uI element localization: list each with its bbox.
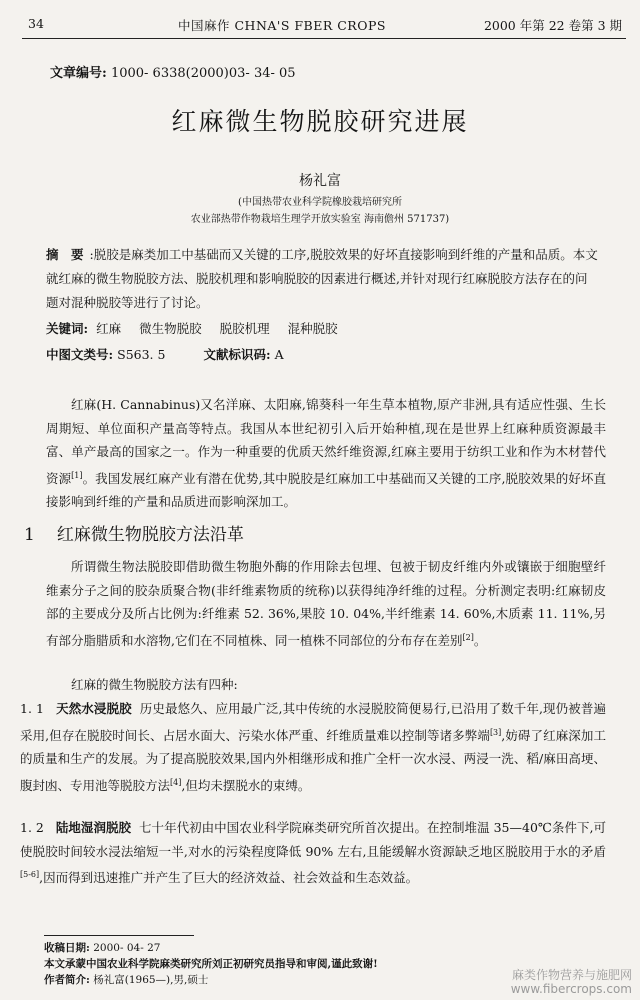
- footnote-received: [44, 940, 160, 955]
- citation: [2]: [462, 632, 474, 642]
- footnote-author-bio: [44, 972, 208, 987]
- article-number: [50, 62, 296, 81]
- abstract-label: 摘 要: [46, 247, 84, 262]
- subsection-text: 七十年代初由中国农业科学院麻类研究所首次提出。在控制堆温 35—40℃条件下,可使脱胶时间较水浸法缩短一半,对水的污染程度降低 90% 左右,且能缓解水资源缺乏地区脱胶用于水的矛盾: [20, 820, 606, 859]
- intro-text-tail: 。我国发展红麻产业有潜在优势,其中脱胶是红麻加工中基础而又关键的工序,脱胶效果的好坏直接影响到纤维的产量和品质进而影响深加工。: [46, 470, 606, 510]
- watermark-url: www.fibercrops.com: [510, 982, 632, 996]
- citation: [3]: [489, 727, 502, 737]
- article-number-value: 1000- 6338(2000)03- 34- 05: [110, 66, 296, 81]
- received-date: 2000- 04- 27: [93, 942, 161, 954]
- intro-text: 红麻(H. Cannabinus)又名洋麻、太阳麻,锦葵科一年生草本植物,原产非洲,具有适应性强、生长周期短、单位面积产量高等特点。我国从本世纪初引入后开始种植,现在是世界上红麻种质资源最丰富、单产最高的国家之一。作为一种重要的优质天然纤维资源,红麻主要用于纺织工业和作为木材替代资源: [46, 397, 606, 486]
- clc-value: S563. 5: [117, 347, 166, 362]
- intro-paragraph: [46, 393, 606, 514]
- keyword: 红麻: [96, 321, 122, 336]
- paragraph-text-tail: 。: [473, 632, 487, 648]
- affiliation-line-2: 农业部热带作物栽培生理学开放实验室 海南儋州 571737): [190, 214, 450, 225]
- author-bio-label: 作者简介:: [44, 974, 90, 986]
- subsection-1-2: [20, 816, 606, 890]
- doc-code-value: A: [274, 347, 284, 362]
- running-header: [28, 16, 622, 36]
- abstract: [46, 243, 598, 315]
- header-rule: [22, 38, 626, 39]
- subsection-number: 1. 2: [20, 820, 44, 835]
- citation: [1]: [71, 470, 83, 480]
- affiliation-line-1: (中国热带农业科学院橡胶栽培研究所: [238, 197, 402, 208]
- funding-note: 本文承蒙中国农业科学院麻类研究所刘正初研究员指导和审阅,谨此致谢!: [44, 958, 378, 970]
- watermark-site-name: 麻类作物营养与施肥网: [511, 968, 632, 982]
- subsection-text-2: ,因而得到迅速推广并产生了巨大的经济效益、社会效益和生态效益。: [39, 870, 419, 886]
- volume-issue: 2000 年第 22 卷第 3 期: [483, 18, 622, 33]
- author-bio: 杨礼富(1965—),男,硕士: [93, 974, 209, 986]
- subsection-title: 天然水浸脱胶: [55, 701, 132, 716]
- subsection-text-3: ,但均未摆脱水的束缚。: [181, 777, 311, 793]
- clc-label: 中图文类号:: [46, 347, 114, 362]
- keywords-label: 关键词:: [46, 321, 89, 336]
- keyword: 微生物脱胶: [139, 321, 202, 336]
- author-name: 杨礼富: [299, 173, 341, 189]
- subsection-text-2: ,妨碍了红麻深加工的质量和生产的发展。为了提高脱胶效果,国内外相继形成和推广全杆一次水浸、两浸一洗、稻/麻田高埂、腹封凼、专用池等脱胶方法: [20, 727, 606, 793]
- citation: [5-6]: [20, 870, 40, 879]
- received-label: 收稿日期:: [44, 942, 90, 954]
- doc-code-label: 文献标识码:: [203, 347, 271, 362]
- paragraph-text: 所谓微生物法脱胶即借助微生物胞外酶的作用除去包埋、包被于韧皮纤维内外或镶嵌于细胞壁纤维素分子之间的胶杂质聚合物(非纤维素物质的统称)以获得纯净纤维的过程。分析测定表明:红麻韧皮部的主要成分及所占比例为:纤维素 52. 36%,果胶 10. 04%,半纤维素 14. 60%,木质素 11. 11%,另有部分脂腊质和水溶物,它们在不同植株、同一植株不同部位的分布存在差别: [46, 559, 606, 648]
- citation: [4]: [170, 777, 182, 787]
- keywords: [46, 319, 606, 337]
- abstract-text: :脱胶是麻类加工中基础而又关键的工序,脱胶效果的好坏直接影响到纤维的产量和品质。本文就红麻的微生物脱胶方法、脱胶机理和影响脱胶的因素进行概述,并针对现行红麻脱胶方法存在的问题对混种脱胶等进行了讨论。: [46, 247, 598, 310]
- page-number: 34: [28, 16, 44, 31]
- subsection-number: 1. 1: [20, 701, 44, 716]
- keyword: 脱胶机理: [219, 321, 270, 336]
- subsection-1-1: [20, 697, 606, 797]
- subsection-title: 陆地湿润脱胶: [55, 820, 132, 835]
- section-title: 红麻微生物脱胶方法沿革: [56, 525, 244, 545]
- footnote-funding: [44, 956, 378, 971]
- methods-intro: 红麻的微生物脱胶方法有四种:: [71, 677, 238, 692]
- section-paragraph: [46, 555, 606, 652]
- section-heading: [24, 520, 244, 545]
- subsection-text: 历史最悠久、应用最广泛,其中传统的水浸脱胶简便易行,已沿用了数千年,现仍被普遍采用,但存在脱胶时间长、占居水面大、污染水体严重、纤维质量难以控制等诸多弊端: [20, 701, 606, 743]
- keyword: 混种脱胶: [287, 321, 338, 336]
- footnote-rule: [44, 935, 194, 936]
- paper-title: 红麻微生物脱胶研究进展: [171, 107, 469, 136]
- classification-codes: [46, 345, 284, 363]
- section-number: 1: [24, 525, 35, 545]
- journal-name: 中国麻作 CHNA'S FBER CROPS: [178, 18, 386, 33]
- article-number-label: 文章编号:: [50, 66, 107, 81]
